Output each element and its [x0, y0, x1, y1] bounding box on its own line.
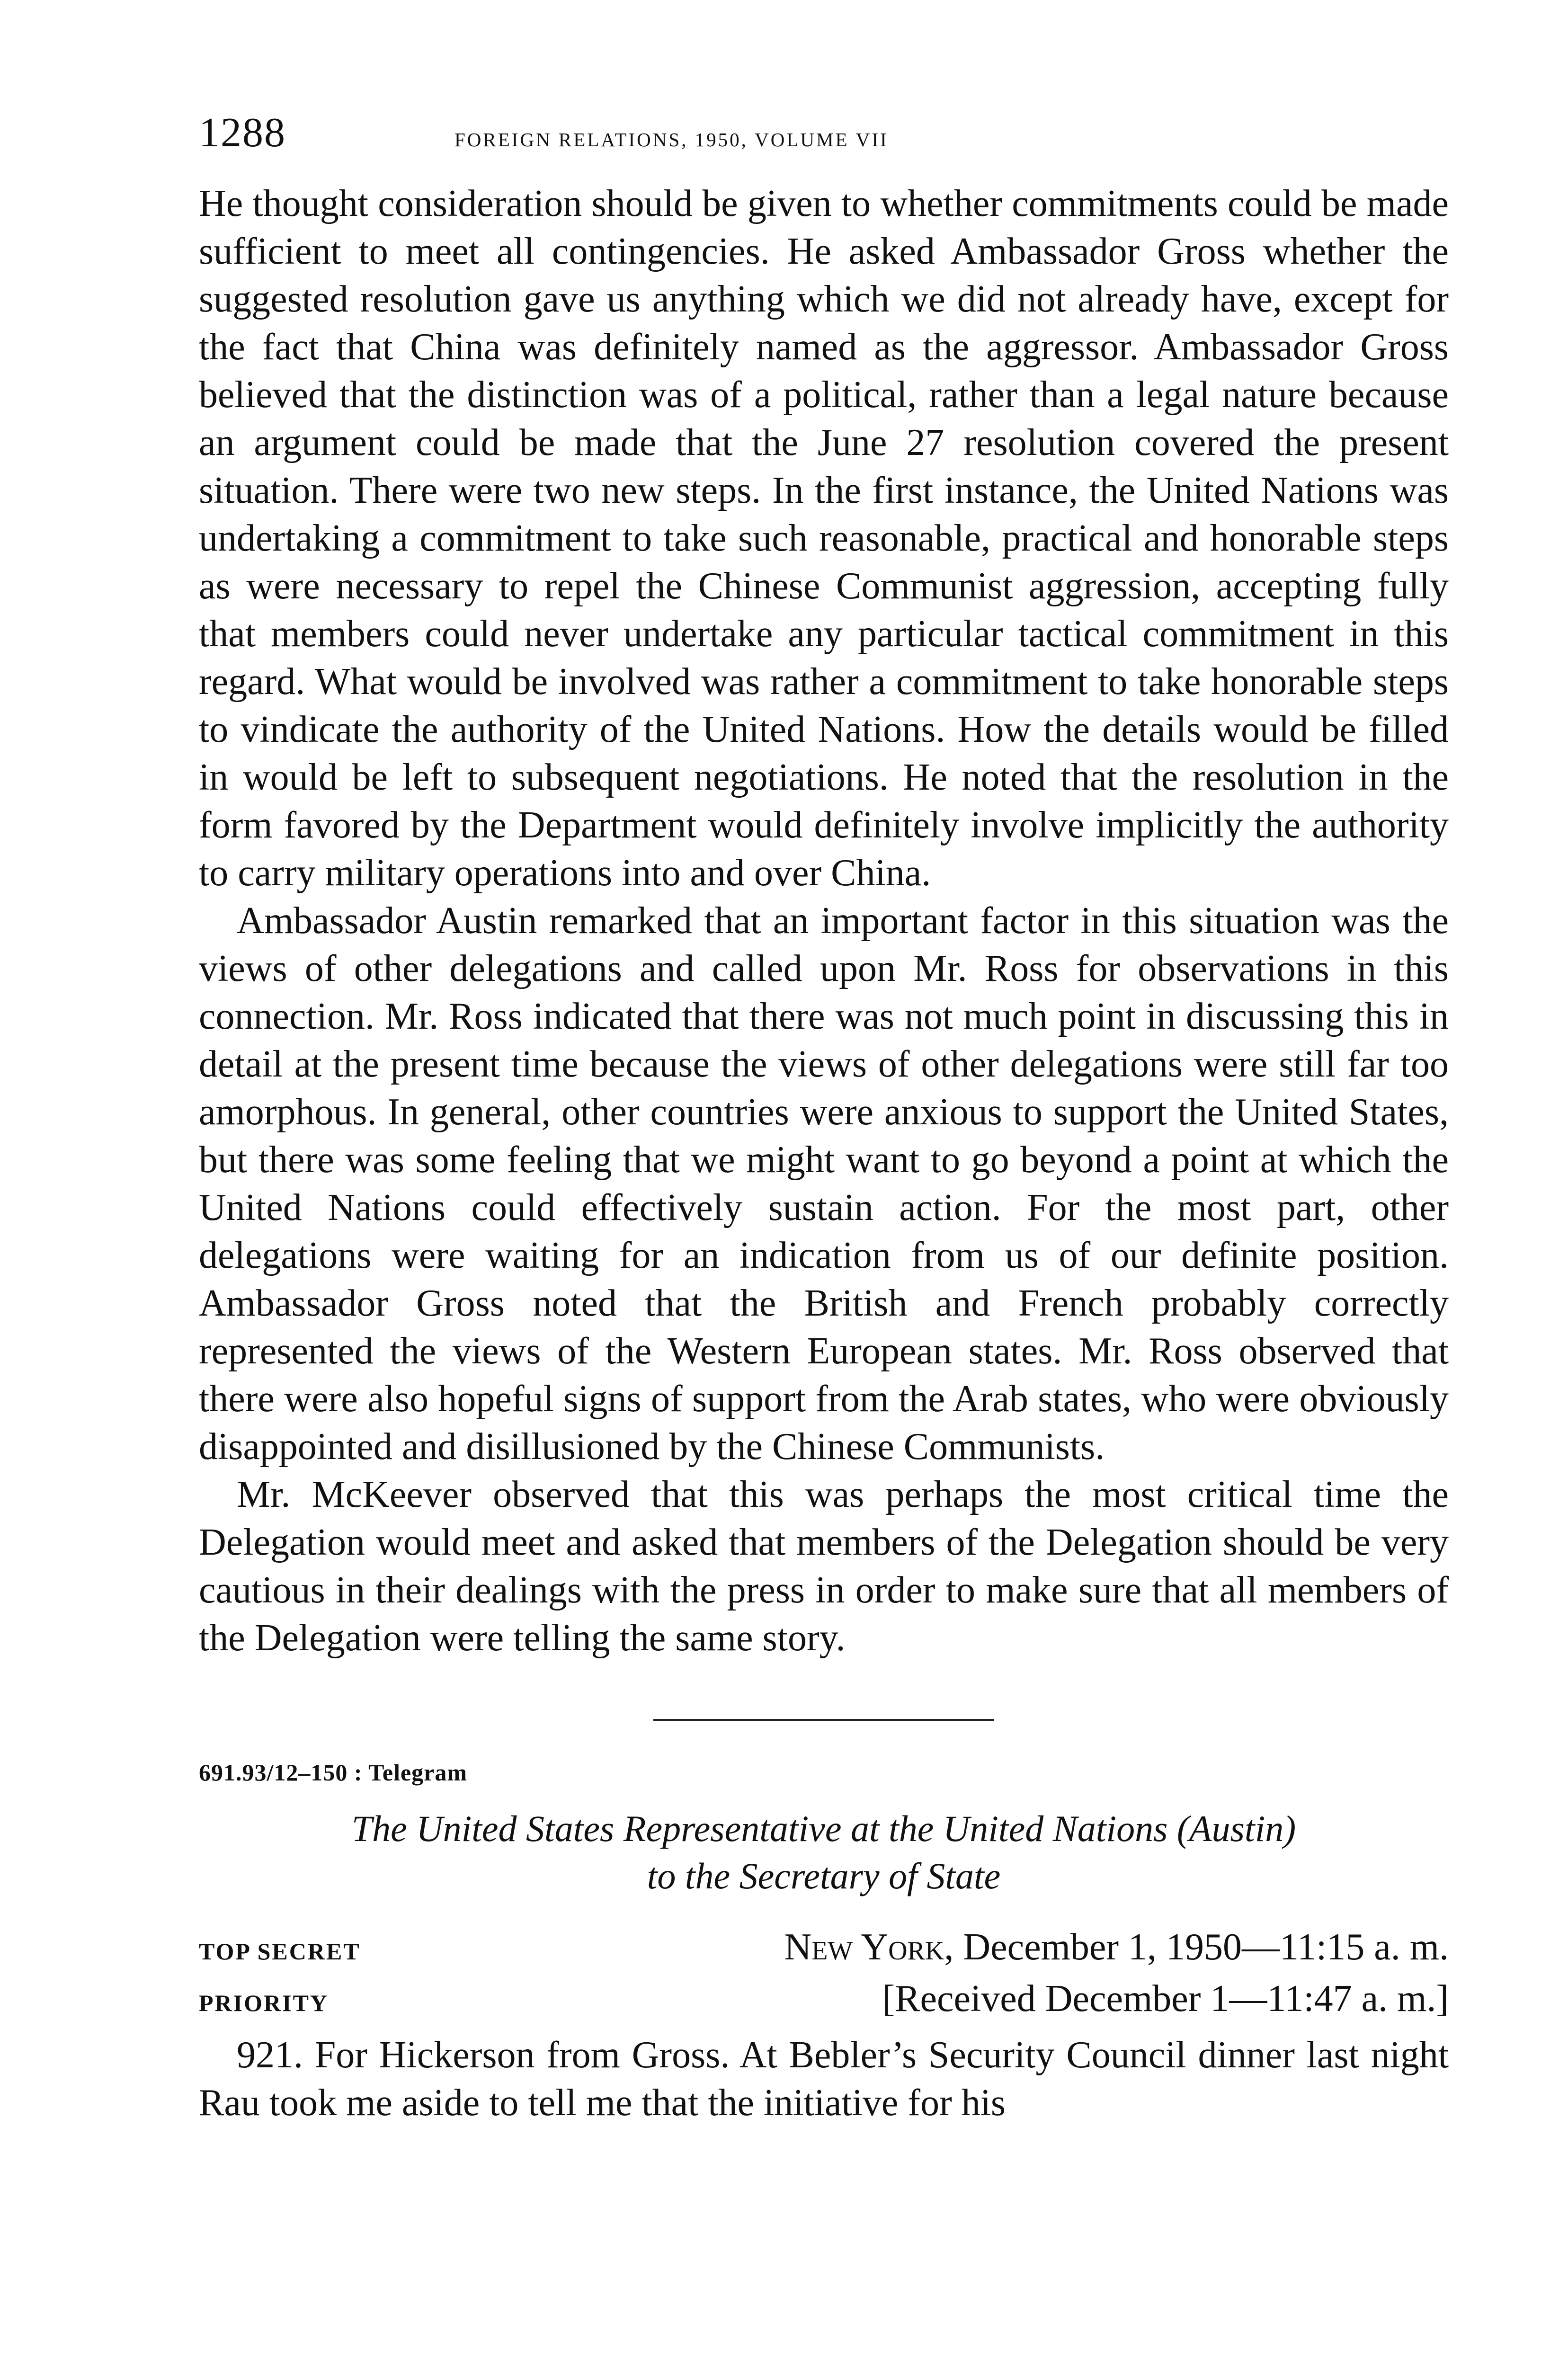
document-title [199, 1805, 1449, 1900]
document-title-line-1: The United States Representative at the United Nations (Austin) [351, 1808, 1296, 1849]
classification-label: TOP SECRET [199, 1938, 361, 1965]
priority-label: PRIORITY [199, 1990, 329, 2016]
dateline-place: New York, [784, 1926, 954, 1968]
meta-row-2 [199, 1975, 1449, 2027]
section-divider [653, 1719, 994, 1721]
dateline [784, 1923, 1449, 1971]
page-number: 1288 [199, 110, 286, 156]
running-title: foreign relations, 1950, volume vii [454, 122, 889, 152]
running-head [199, 109, 1449, 166]
document-reference: 691.93/12–150 : Telegram [199, 1759, 468, 1786]
received-line: [Received December 1—11:47 a. m.] [882, 1978, 1449, 2020]
document-page [199, 109, 1449, 2127]
paragraph-3: Mr. McKeever observed that this was perhaps the most critical time the Delegation would meet and asked that members of the Delegation should be very cautious in their dealings with the press in order to make sure that all members of the Delegation were telling the same story. [199, 1474, 1449, 1659]
document-title-line-2: to the Secretary of State [647, 1855, 1001, 1896]
dateline-date: December 1, 1950—11:15 a. m. [953, 1926, 1449, 1968]
memo-body [199, 180, 1449, 1662]
telegram-body: 921. For Hickerson from Gross. At Bebler’s Security Council dinner last night Rau took me aside to tell me that the initiative for his [199, 2034, 1449, 2124]
paragraph-2: Ambassador Austin remarked that an important factor in this situation was the views of other delegations and called upon Mr. Ross for observations in this connection. Mr. Ross indicated that there was not much point in discussing this in detail at the present time because the views of other delegations were still far too amorphous. In general, other countries were anxious to support the United States, but there was some feeling that we might want to go beyond a point at which the United Nations could effectively sustain action. For the most part, other delegations were waiting for an indication from us of our definite position. Ambassador Gross noted that the British and French probably correctly represented the views of the Western European states. Mr. Ross observed that there were also hopeful signs of support from the Arab states, who were obviously disappointed and disillusioned by the Chinese Communists. [199, 900, 1449, 1468]
telegram-meta [199, 1923, 1449, 2027]
paragraph-1: He thought consideration should be given to whether commitments could be made sufficient to meet all contingencies. He asked Ambassador Gross whether the suggested resolution gave us anything which we did not already have, except for the fact that China was definitely named as the aggressor. Ambassador Gross believed that the distinction was of a political, rather than a legal nature because an argument could be made that the June 27 resolution covered the present situation. There were two new steps. In the first instance, the United Nations was undertaking a commitment to take such reasonable, practical and honorable steps as were necessary to repel the Chinese Communist aggression, accepting fully that members could never undertake any particular tactical commitment in this regard. What would be involved was rather a commitment to take honorable steps to vindicate the authority of the United Nations. How the details would be filled in would be left to subsequent negotiations. He noted that the resolution in the form favored by the Department would definitely involve implicitly the authority to carry military operations into and over China. [199, 183, 1449, 894]
meta-row-1 [199, 1923, 1449, 1975]
